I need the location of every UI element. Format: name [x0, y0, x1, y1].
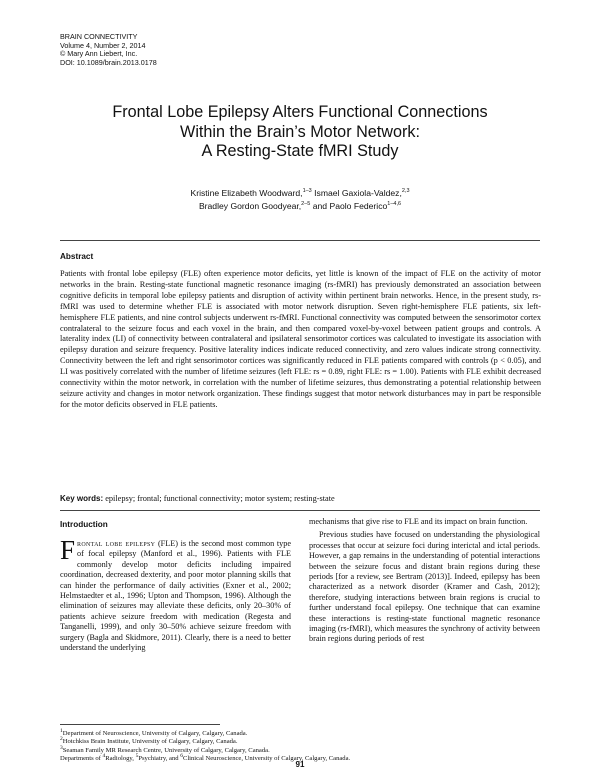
- footnote-4-text-a: Departments of: [60, 754, 103, 762]
- keywords-label: Key words:: [60, 494, 104, 503]
- footnote-mark: 5: [135, 752, 139, 759]
- affil-sup: 2–5: [301, 200, 311, 207]
- author-list: [60, 187, 540, 212]
- footnote-4-text-b: Radiology,: [105, 754, 136, 762]
- author-federico: and Paolo Federico: [310, 200, 388, 211]
- affil-sup: 1–4,6: [387, 200, 402, 207]
- footnote-mark: 1: [60, 727, 63, 734]
- title-line-2: Within the Brain’s Motor Network:: [180, 122, 420, 141]
- abstract-bottom-rule: [60, 510, 540, 511]
- abstract-text: Patients with frontal lobe epilepsy (FLE) often experience motor deficits, yet little is known of the impact of FLE on the activity of motor networks in the brain. Resting-state functional magnetic resonance imaging (rs-fMRI) has previously demonstrated an association between cognitive deficits in temporal lobe epilepsy patients and disruption of activity within pertinent brain networks. Hence, in the present study, rs-fMRI was used to determine whether FLE is associated with motor network disruption. Seven right-hemisphere FLE patients, six left-hemisphere FLE patients, and nine control subjects underwent rs-fMRI. Functional connectivity was computed between the sensorimotor cortex contralateral to the seizure focus and each voxel in the brain, and then compared voxel-by-voxel between patient groups and controls. A laterality index (LI) of connectivity between contralateral and ipsilateral sensorimotor cortices was calculated to investigate its association with epilepsy duration and seizure frequency. Positive laterality indices indicate reduced connectivity, and zero values indicate strong connectivity. Connectivity between the left and right sensorimotor cortices was significantly reduced in FLE patients compared with controls (p < 0.05), and LI was positively correlated with the number of lifetime seizures (left FLE: rs = 0.89, right FLE: rs = 1.00). Patients with FLE exhibit decreased connectivity within the motor network, in correlation with the number of lifetime seizures, thus demonstrating a potential relationship between seizure activity and changes in motor network organization. These findings suggest that motor network disturbances may in part be responsible for the motor deficits observed in FLE patients.: [60, 269, 541, 409]
- footnote-3: [60, 744, 540, 755]
- author-gaxiola: Ismael Gaxiola-Valdez,: [311, 188, 402, 198]
- footnote-rule: [60, 724, 220, 725]
- article-title: [60, 103, 540, 162]
- footnote-1-text: Department of Neuroscience, University of Calgary, Calgary, Canada.: [62, 730, 248, 737]
- abstract-heading: Abstract: [60, 252, 94, 261]
- author-line-1: [60, 187, 540, 200]
- drop-cap: F: [60, 535, 76, 565]
- title-line-3: A Resting-State fMRI Study: [201, 142, 399, 160]
- abstract-top-rule: [60, 240, 540, 241]
- body-column-left: [60, 535, 291, 653]
- title-line-1: Frontal Lobe Epilepsy Alters Functional Connections: [112, 103, 488, 121]
- body-column-right: [309, 517, 540, 645]
- journal-name: BRAIN CONNECTIVITY: [60, 32, 138, 41]
- intro-paragraph-1-cont: mechanisms that give rise to FLE and its impact on brain function.: [309, 517, 528, 526]
- author-line-2: [60, 200, 540, 213]
- footnote-2: [60, 738, 540, 746]
- affil-sup: 1–3: [302, 188, 312, 195]
- journal-doi: DOI: 10.1089/brain.2013.0178: [60, 57, 157, 67]
- intro-paragraph-1: [60, 535, 291, 653]
- footnote-3-text: Seaman Family MR Research Centre, University of Calgary, Calgary, Canada.: [62, 746, 270, 754]
- intro-paragraph-2: Previous studies have focused on understanding the physiological processes that occur at seizure foci during interictal and ictal periods. However, a gap remains in the understanding of potential interactions between the seizure focus and distant brain regions during these periods [for a review, see Bertram (2013)]. Indeed, epilepsy has been characterized as a network disorder (Kramer and Cash, 2012); therefore, studying interactions between brain regions is crucial to further understand focal epilepsy. One technique that can examine these interactions is resting-state functional magnetic resonance imaging (rs-fMRI), which measures the synchrony of activity between brain regions during periods of rest: [309, 530, 540, 644]
- keywords: [60, 494, 540, 503]
- author-goodyear: Bradley Gordon Goodyear,: [198, 200, 302, 211]
- keywords-text: epilepsy; frontal; functional connectivity; motor system; resting-state: [103, 494, 335, 503]
- footnote-mark: 4: [102, 752, 106, 759]
- footnote-mark: 3: [60, 744, 63, 751]
- journal-volume: Volume 4, Number 2, 2014: [60, 40, 146, 50]
- intro-paragraph-1-text: (FLE) is the second most common type of focal epilepsy (Manford et al., 1996). Patients with FLE commonly develop motor deficits including impaired coordination, decreased dexterity, and poor motor planning skills that can hinder the performance of daily activities (Exner et al., 2002; Helmstaedter et al., 1996; Upton and Thompson, 1996). Although the elimination of seizures may alleviate these deficits, only 20–30% of patients achieve seizure freedom with medication (Regesta and Tanganelli, 1999), and only 30–50% achieve seizure freedom with surgery (Bagla and Skidmore, 2011). Clearly, there is a need to better understand the underlying: [60, 539, 291, 653]
- lead-in: rontal lobe epilepsy: [77, 539, 156, 548]
- journal-header: [60, 33, 157, 67]
- footnote-mark: 2: [60, 736, 63, 743]
- journal-copyright: © Mary Ann Liebert, Inc.: [60, 49, 138, 59]
- page-number: 91: [295, 760, 305, 769]
- footnote-mark: 6: [180, 752, 183, 759]
- footnote-4-text-d: Clinical Neuroscience, University of Calgary, Calgary, Canada.: [182, 754, 351, 762]
- footnote-2-text: Hotchkiss Brain Institute, University of Calgary, Calgary, Canada.: [62, 738, 238, 746]
- introduction-heading: Introduction: [60, 520, 108, 529]
- footnote-4-text-c: Psychiatry, and: [138, 754, 181, 762]
- affil-sup: 2,3: [401, 188, 410, 195]
- footnotes: [60, 727, 540, 763]
- author-woodward: Kristine Elizabeth Woodward,: [190, 188, 303, 198]
